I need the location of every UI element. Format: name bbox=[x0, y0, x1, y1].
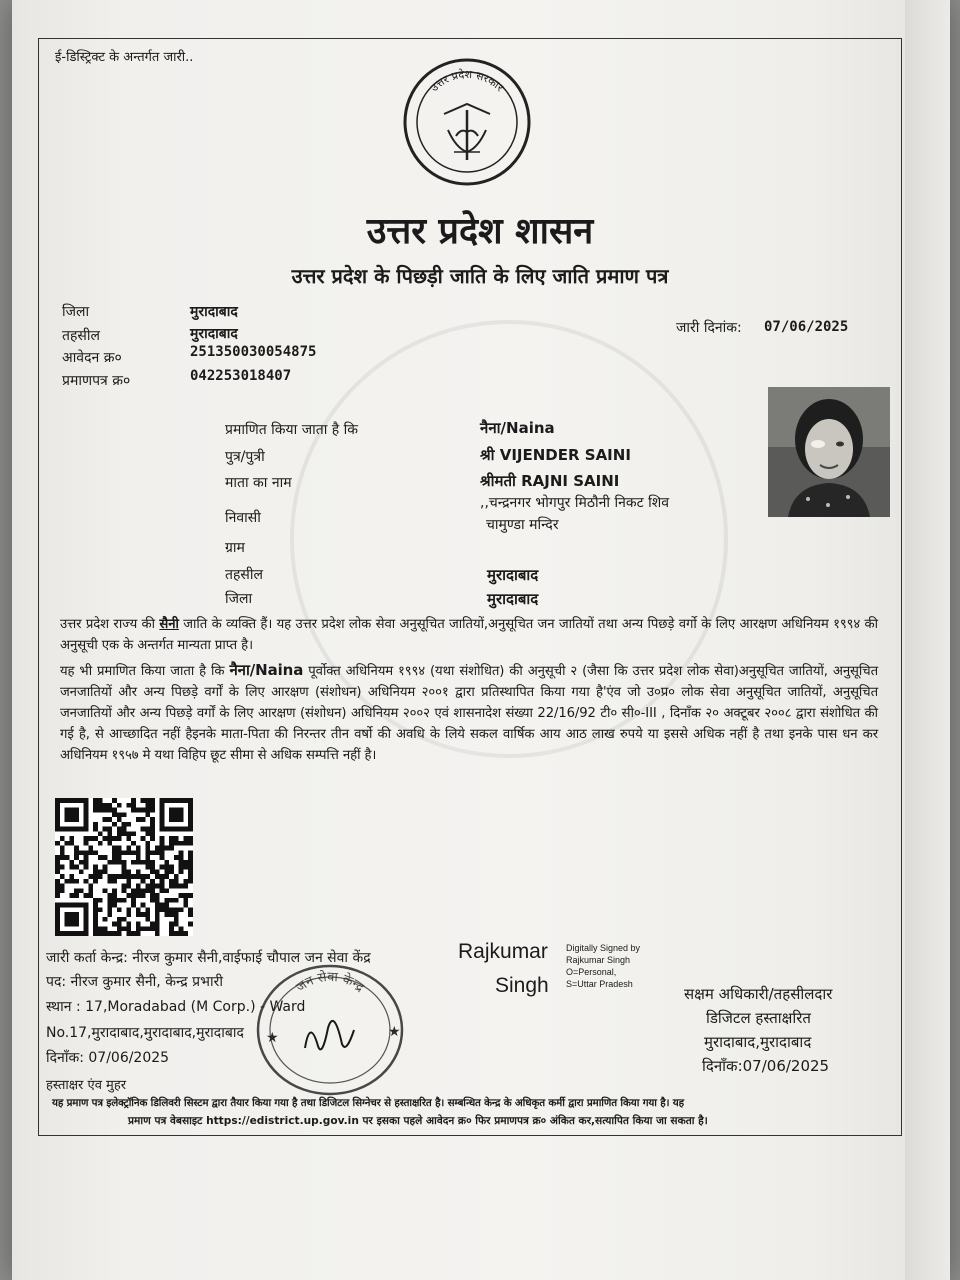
applicant-photo-image bbox=[768, 387, 890, 517]
issuer-date: दिनाँक: 07/06/2025 bbox=[46, 1050, 170, 1066]
certification-end: पूर्वोक्त अधिनियम १९९४ (यथा संशोधित) की अनुसूची २ (जैसा कि उत्तर प्रदेश लोक सेवा)अनुसूचित जातियों, अनुसूचित जनजातियों और अन्य पिछड़े वर्गों के लिए आरक्षण (संशोधन) अधिनियम २००१ द्वारा प्रतिस्थापित किया गया है'एंव जो उ०प्र० लोक सेवा अनुसूचित जातियों, अनुसूचित जनजातियों और अन्य पिछड़े वर्गों के लिए आरक्षण (संशोधन) अधिनियम २००२ एवं शासनादेश संख्या 22/16/92 टी० सी०-III , दिनाँक २० अक्टूबर २००८ द्वारा संशोधित की गई है, से आच्छादित नहीं हैइनके माता-पिता की निरन्तर तीन वर्षो की अवधि के लिये सकल वार्षिक आय आठ लाख रुपये या इससे अधिक नहीं है तथा इनके पास धन कर अधिनियम १९५७ मे यथा विहिप छूट सीमा से अधिक सम्पत्ति नहीं है। bbox=[60, 664, 878, 763]
issuer-post: पद: नीरज कुमार सैनी, केन्द्र प्रभारी bbox=[46, 974, 223, 990]
digital-signer-name-line2: Singh bbox=[495, 974, 549, 997]
application-label: आवेदन क्र० bbox=[62, 350, 122, 366]
digital-signature-details bbox=[566, 942, 640, 990]
svg-text:★: ★ bbox=[388, 1024, 401, 1040]
authority-location: मुरादाबाद,मुरादाबाद bbox=[704, 1033, 812, 1051]
certified-label: प्रमाणित किया जाता है कि bbox=[225, 422, 359, 438]
digital-signature-info2: Rajkumar Singh bbox=[566, 955, 631, 965]
tehsil-value: मुरादाबाद bbox=[190, 326, 238, 342]
seal-text: उत्तर प्रदेश सरकार bbox=[427, 67, 507, 95]
district-label: जिला bbox=[62, 304, 90, 320]
issue-date-label: जारी दिनांक: bbox=[676, 320, 742, 336]
father-name: श्री VIJENDER SAINI bbox=[480, 446, 631, 464]
authority-digital-signed: डिजिटल हस्ताक्षरित bbox=[706, 1009, 811, 1027]
caste-statement-paragraph bbox=[60, 614, 878, 656]
svg-text:★: ★ bbox=[266, 1030, 279, 1046]
mother-label: माता का नाम bbox=[225, 475, 292, 491]
certification-paragraph bbox=[60, 660, 878, 766]
certification-start: यह भी प्रमाणित किया जाता है कि bbox=[60, 664, 230, 679]
resident-label: निवासी bbox=[225, 510, 261, 526]
caste-statement-start: उत्तर प्रदेश राज्य की bbox=[60, 617, 160, 632]
detail-tehsil-value: मुरादाबाद bbox=[487, 566, 539, 584]
village-label: ग्राम bbox=[225, 540, 245, 556]
stamp-text: जन सेवा केन्द्र bbox=[293, 969, 367, 996]
district-value: मुरादाबाद bbox=[190, 304, 238, 320]
csc-round-stamp-icon bbox=[250, 958, 410, 1098]
application-number: 251350030054875 bbox=[190, 344, 317, 360]
applicant-name: नैना/Naina bbox=[480, 419, 555, 437]
certificate-label: प्रमाणपत्र क्र० bbox=[62, 373, 131, 389]
detail-tehsil-label: तहसील bbox=[225, 567, 263, 583]
issuer-ward: No.17,मुरादाबाद,मुरादाबाद,मुरादाबाद bbox=[46, 1025, 244, 1041]
paper-edge bbox=[905, 0, 950, 1280]
svg-text:जन सेवा केन्द्र bbox=[293, 969, 367, 996]
issue-date-value: 07/06/2025 bbox=[764, 319, 849, 335]
certificate-number: 042253018407 bbox=[190, 368, 292, 384]
digital-signature-info3: O=Personal, bbox=[566, 967, 617, 977]
caste-statement-end: जाति के व्यक्ति हैं। यह उत्तर प्रदेश लोक सेवा अनुसूचित जातियों,अनुसूचित जन जातियों तथा अन्य पिछड़े वर्गो के लिए आरक्षण अधिनियम १९९४ की अनुसूची एक के अन्तर्गत मान्यता प्राप्त है। bbox=[60, 617, 878, 653]
authority-designation: सक्षम अधिकारी/तहसीलदार bbox=[684, 985, 833, 1003]
applicant-photo bbox=[768, 387, 890, 517]
resident-address-line1: ,,चन्द्रनगर भोगपुर मिठौनी निकट शिव bbox=[480, 495, 670, 511]
issuer-place: स्थान : 17,Moradabad (M Corp.) - Ward bbox=[46, 999, 306, 1015]
resident-address-line2: चामुण्डा मन्दिर bbox=[486, 517, 559, 533]
tehsil-label: तहसील bbox=[62, 328, 100, 344]
digital-signer-name-line1: Rajkumar bbox=[458, 940, 548, 963]
son-daughter-label: पुत्र/पुत्री bbox=[225, 449, 265, 465]
issuer-centre: जारी कर्ता केन्द्र: नीरज कुमार सैनी,वाईफाई चौपाल जन सेवा केंद्र bbox=[46, 950, 371, 966]
detail-district-label: जिला bbox=[225, 591, 253, 607]
edistrict-note: ई-डिस्ट्रिक्ट के अन्तर्गत जारी.. bbox=[55, 50, 194, 65]
footer-line1: यह प्रमाण पत्र इलेक्ट्रॉनिक डिलिवरी सिस्टम द्वारा तैयार किया गया है तथा डिजिटल सिग्नेचर से हस्ताक्षरित है। सम्बन्धित केन्द्र के अधिकृत कर्मी द्वारा प्रमाणित किया गया है। यह bbox=[52, 1097, 684, 1109]
digital-signature-info1: Digitally Signed by bbox=[566, 943, 641, 953]
digital-signature-info4: S=Uttar Pradesh bbox=[566, 979, 633, 989]
caste-name: सैनी bbox=[159, 617, 179, 632]
page-title: उत्तर प्रदेश शासन bbox=[366, 210, 594, 252]
certification-name: नैना/Naina bbox=[229, 661, 304, 679]
mother-name: श्रीमती RAJNI SAINI bbox=[480, 472, 620, 490]
page-subtitle: उत्तर प्रदेश के पिछड़ी जाति के लिए जाति प्रमाण पत्र bbox=[291, 264, 669, 288]
authority-date: दिनाँक:07/06/2025 bbox=[702, 1057, 830, 1075]
detail-district-value: मुरादाबाद bbox=[487, 590, 539, 608]
issuer-signature-label: हस्ताक्षर एंव मुहर bbox=[46, 1078, 127, 1093]
up-government-seal-icon bbox=[398, 52, 536, 188]
svg-text:उत्तर प्रदेश सरकार bbox=[428, 68, 507, 95]
verification-qr-code[interactable] bbox=[55, 798, 193, 936]
footer-line2: प्रमाण पत्र वेबसाइट https://edistrict.up.gov.in पर इसका पहले आवेदन क्र० फिर प्रमाणपत्र क्र० अंकित कर,सत्यापित किया जा सकता है। bbox=[128, 1115, 708, 1127]
